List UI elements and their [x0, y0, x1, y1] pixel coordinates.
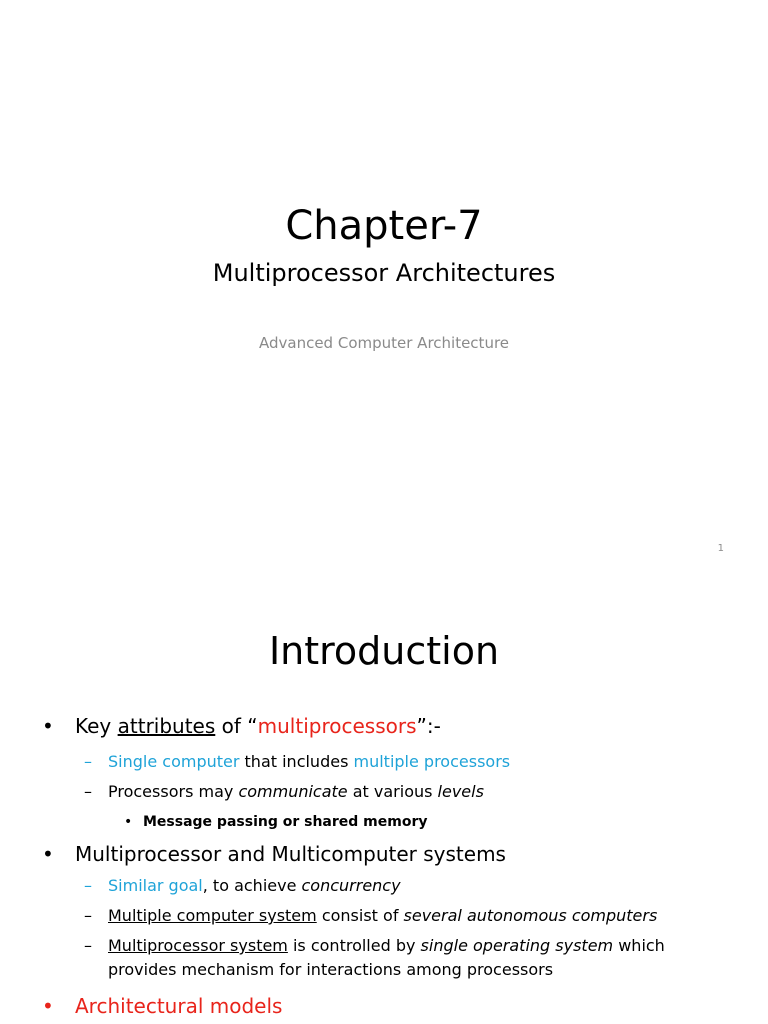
- bullet-marker: •: [42, 842, 54, 866]
- course-name: Advanced Computer Architecture: [258, 334, 510, 352]
- underlined-text: attributes: [117, 714, 216, 738]
- italic-text: communicate: [238, 782, 348, 801]
- text-run: , to achieve: [202, 876, 302, 895]
- text-run: which: [613, 936, 665, 955]
- underlined-text: Multiprocessor system: [108, 936, 288, 955]
- highlighted-text: multiprocessors: [257, 714, 417, 738]
- bullet-text: Multiprocessor and Multicomputer systems: [75, 842, 506, 866]
- dash-marker: –: [84, 876, 92, 895]
- text-run: is controlled by: [287, 936, 421, 955]
- dash-marker: –: [84, 936, 92, 955]
- bullet-text: provides mechanism for interactions among processors: [108, 960, 554, 979]
- text-run: at various: [347, 782, 438, 801]
- bullet-text: Message passing or shared memory: [143, 814, 428, 830]
- page-number: 1: [717, 543, 724, 554]
- underlined-text: Multiple computer system: [108, 906, 317, 925]
- slide-title: Introduction: [268, 629, 500, 673]
- bullet-text: Architectural models: [75, 994, 283, 1018]
- text-run: of “: [215, 714, 258, 738]
- bullet-marker: •: [42, 994, 54, 1018]
- bullet-text: [75, 712, 441, 740]
- highlighted-text: Single computer: [108, 752, 240, 771]
- italic-text: several autonomous computers: [403, 906, 658, 925]
- text-run: Key: [75, 714, 118, 738]
- slide-title: Chapter-7: [285, 203, 483, 249]
- bullet-text: [108, 780, 484, 804]
- introduction-slide: [0, 576, 768, 1024]
- italic-text: single operating system: [420, 936, 614, 955]
- slide-subtitle: Multiprocessor Architectures: [212, 259, 556, 287]
- dash-marker: –: [84, 906, 92, 925]
- bullet-text: [108, 874, 401, 898]
- bullet-marker: •: [42, 714, 54, 738]
- italic-text: concurrency: [301, 876, 401, 895]
- dash-marker: –: [84, 752, 92, 771]
- bullet-marker: •: [124, 814, 133, 830]
- text-run: that includes: [239, 752, 354, 771]
- bullet-text: [108, 750, 510, 774]
- dash-marker: –: [84, 782, 92, 801]
- bullet-text: [108, 934, 665, 958]
- highlighted-text: Similar goal: [108, 876, 203, 895]
- text-run: Processors may: [108, 782, 239, 801]
- bullet-text: [108, 904, 657, 928]
- italic-text: levels: [437, 782, 484, 801]
- highlighted-text: multiple processors: [353, 752, 511, 771]
- text-run: consist of: [316, 906, 404, 925]
- text-run: ”:-: [416, 714, 441, 738]
